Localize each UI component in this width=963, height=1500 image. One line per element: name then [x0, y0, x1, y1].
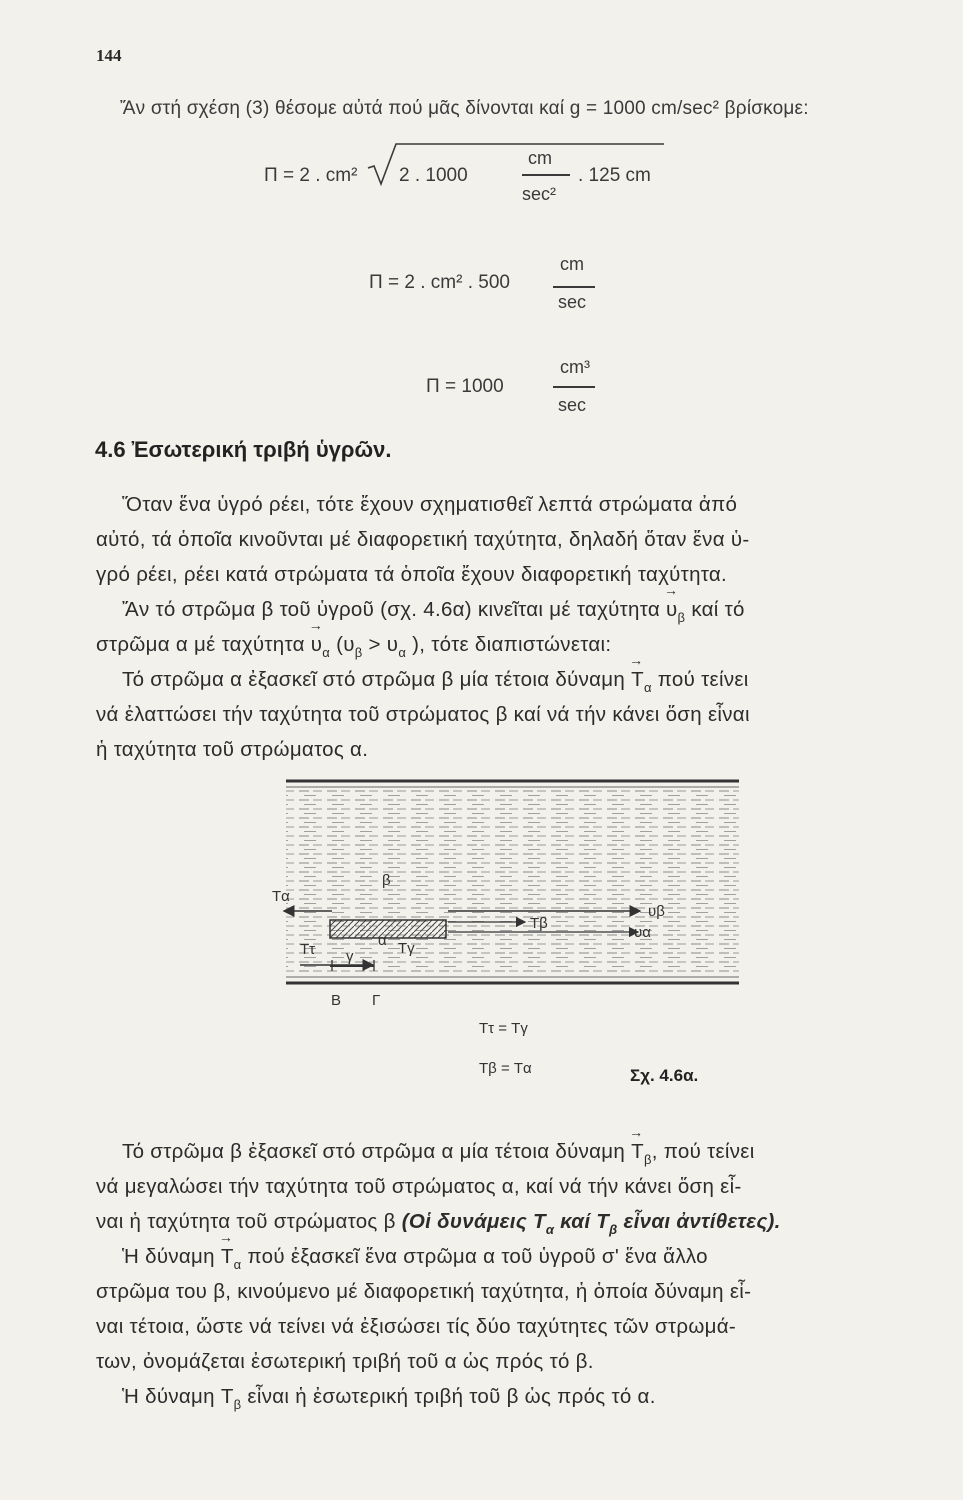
label-ta: Tα	[272, 888, 290, 905]
intro-sentence: Ἄν στή σχέση (3) θέσομε αὐτά πού μᾶς δίνονται καί g = 1000 cm/sec² βρίσκομε:	[120, 98, 809, 119]
velocity-vector-alpha: → $\upsilon_\alpha$	[311, 633, 330, 657]
eq1-left: Π = 2 . cm²	[264, 165, 358, 186]
eq3-fraction-bar	[553, 386, 595, 388]
para4-line3: ναι ἡ ταχύτητα τοῦ στρώματος β (Οἱ δυνάμεις $T_\alpha$ καί $T_\beta$ εἶναι ἀντίθετες).	[96, 1210, 781, 1237]
para5-line2: στρῶμα του β, κινούμενο μέ διαφορετική ταχύτητα, ἡ ὁποία δύναμη εἶ-	[96, 1280, 752, 1303]
label-b: Β	[331, 992, 342, 1009]
para2-line2: στρῶμα α μέ $\tau\alpha\chi ύ\tau\eta\tau\alpha \to \upsilon_\alpha$ ($\upsilon_\beta > \upsilon_\alpha$ ), τότε διαπιστώνεται:	[96, 633, 611, 657]
label-ua: υα	[634, 924, 651, 941]
label-beta: β	[382, 872, 391, 889]
eq3-left: Π = 1000	[426, 376, 504, 397]
force-vector-alpha: → $T_\alpha$	[631, 668, 652, 692]
eq2-left: Π = 2 . cm² . 500	[369, 272, 510, 293]
figure-caption: Σχ. 4.6α.	[630, 1066, 699, 1085]
para4-line1: Τό στρῶμα β ἐξασκεῖ στό στρῶμα α μία τέτοια $\delta ύ\nu\alpha\mu\eta \to T_\beta$, πού τείνει	[122, 1140, 755, 1164]
label-g: Γ	[372, 992, 381, 1009]
opposite-forces-note: (Οἱ δυνάμεις $T_\alpha$ καί $T_\beta$ εἶναι ἀντίθετες).	[401, 1210, 781, 1237]
label-gamma: γ	[346, 948, 354, 965]
para3-line3: ἡ ταχύτητα τοῦ στρώματος α.	[96, 738, 369, 761]
para2-line1: Ἄν τό στρῶμα β τοῦ ὑγροῦ (σχ. 4.6α) κινεῖται μέ $\tau\alpha\chi ύ\tau\eta\tau\alpha \to \upsilon_\beta$ καί τό	[122, 598, 745, 622]
eq2-numerator: cm	[560, 254, 584, 274]
para1-line3: γρό ρέει, ρέει κατά στρώματα τά ὁποῖα ἔχουν διαφορετική ταχύτητα.	[96, 563, 728, 586]
page-number: 144	[96, 46, 122, 65]
eq1-right: . 125 cm	[578, 165, 651, 186]
velocity-vector-beta: → $\upsilon_\beta$	[666, 598, 685, 622]
eq3-denominator: sec	[558, 395, 587, 415]
eq3-numerator: cm³	[560, 357, 590, 377]
force-vector-alpha-2: → $T_\alpha$	[221, 1245, 242, 1269]
para3-line1: Τό στρῶμα α ἐξασκεῖ στό στρῶμα β μία τέτοια $\delta ύ\nu\alpha\mu\eta \to T_\alpha$ πού τείνει	[122, 668, 749, 692]
eq2-denominator: sec	[558, 292, 587, 312]
figure-eq-a: Tτ = Tγ	[479, 1020, 528, 1037]
label-tb: Tβ	[530, 915, 548, 932]
label-tt: Tτ	[300, 941, 316, 958]
eq2-fraction-bar	[553, 286, 595, 288]
para6-line1: Ἡ δύναμη $T_\beta$ εἶναι ἡ ἐσωτερική τριβή τοῦ β ὡς πρός τό α.	[122, 1385, 656, 1412]
para5-line4: των, ὀνομάζεται ἐσωτερική τριβή τοῦ α ὡς πρός τό β.	[96, 1350, 594, 1373]
label-ub: υβ	[648, 903, 665, 920]
eq1-root: 2 . 1000	[399, 165, 468, 186]
label-tg: Tγ	[398, 940, 415, 957]
label-alpha: α	[378, 932, 387, 949]
para5-line3: ναι τέτοια, ὥστε νά τείνει νά ἐξισώσει τίς δύο ταχύτητες τῶν στρωμά-	[96, 1315, 737, 1338]
para4-line2: νά μεγαλώσει τήν ταχύτητα τοῦ στρώματος α, καί νά τήν κάνει ὅση εἶ-	[96, 1175, 742, 1198]
fluid-layers-diagram	[270, 770, 750, 1010]
layer-beta	[330, 920, 446, 938]
section-heading: 4.6 Ἐσωτερική τριβή ὑγρῶν.	[95, 437, 392, 462]
eq1-numerator: cm	[528, 148, 552, 168]
figure-eq-b: Tβ = Tα	[479, 1060, 532, 1077]
para5-line1: Ἡ $\delta ύ\nu\alpha\mu\eta \to T_\alpha$ πού ἐξασκεῖ ἕνα στρῶμα α τοῦ ὑγροῦ σ' ἕνα ἄλλο	[122, 1245, 708, 1269]
para3-line2: νά ἐλαττώσει τήν ταχύτητα τοῦ στρώματος β καί νά τήν κάνει ὅση εἶναι	[96, 703, 750, 726]
para1-line1: Ὅταν ἕνα ὑγρό ρέει, τότε ἔχουν σχηματισθεῖ λεπτά στρώματα ἀπό	[122, 493, 738, 516]
force-vector-beta: → $T_\beta$	[631, 1140, 652, 1164]
eq1-denominator: sec²	[522, 184, 557, 204]
para1-line2: αὐτό, τά ὁποῖα κινοῦνται μέ διαφορετική ταχύτητα, δηλαδή ὅταν ἕνα ὑ-	[96, 528, 750, 551]
eq1-fraction-bar	[522, 174, 570, 176]
